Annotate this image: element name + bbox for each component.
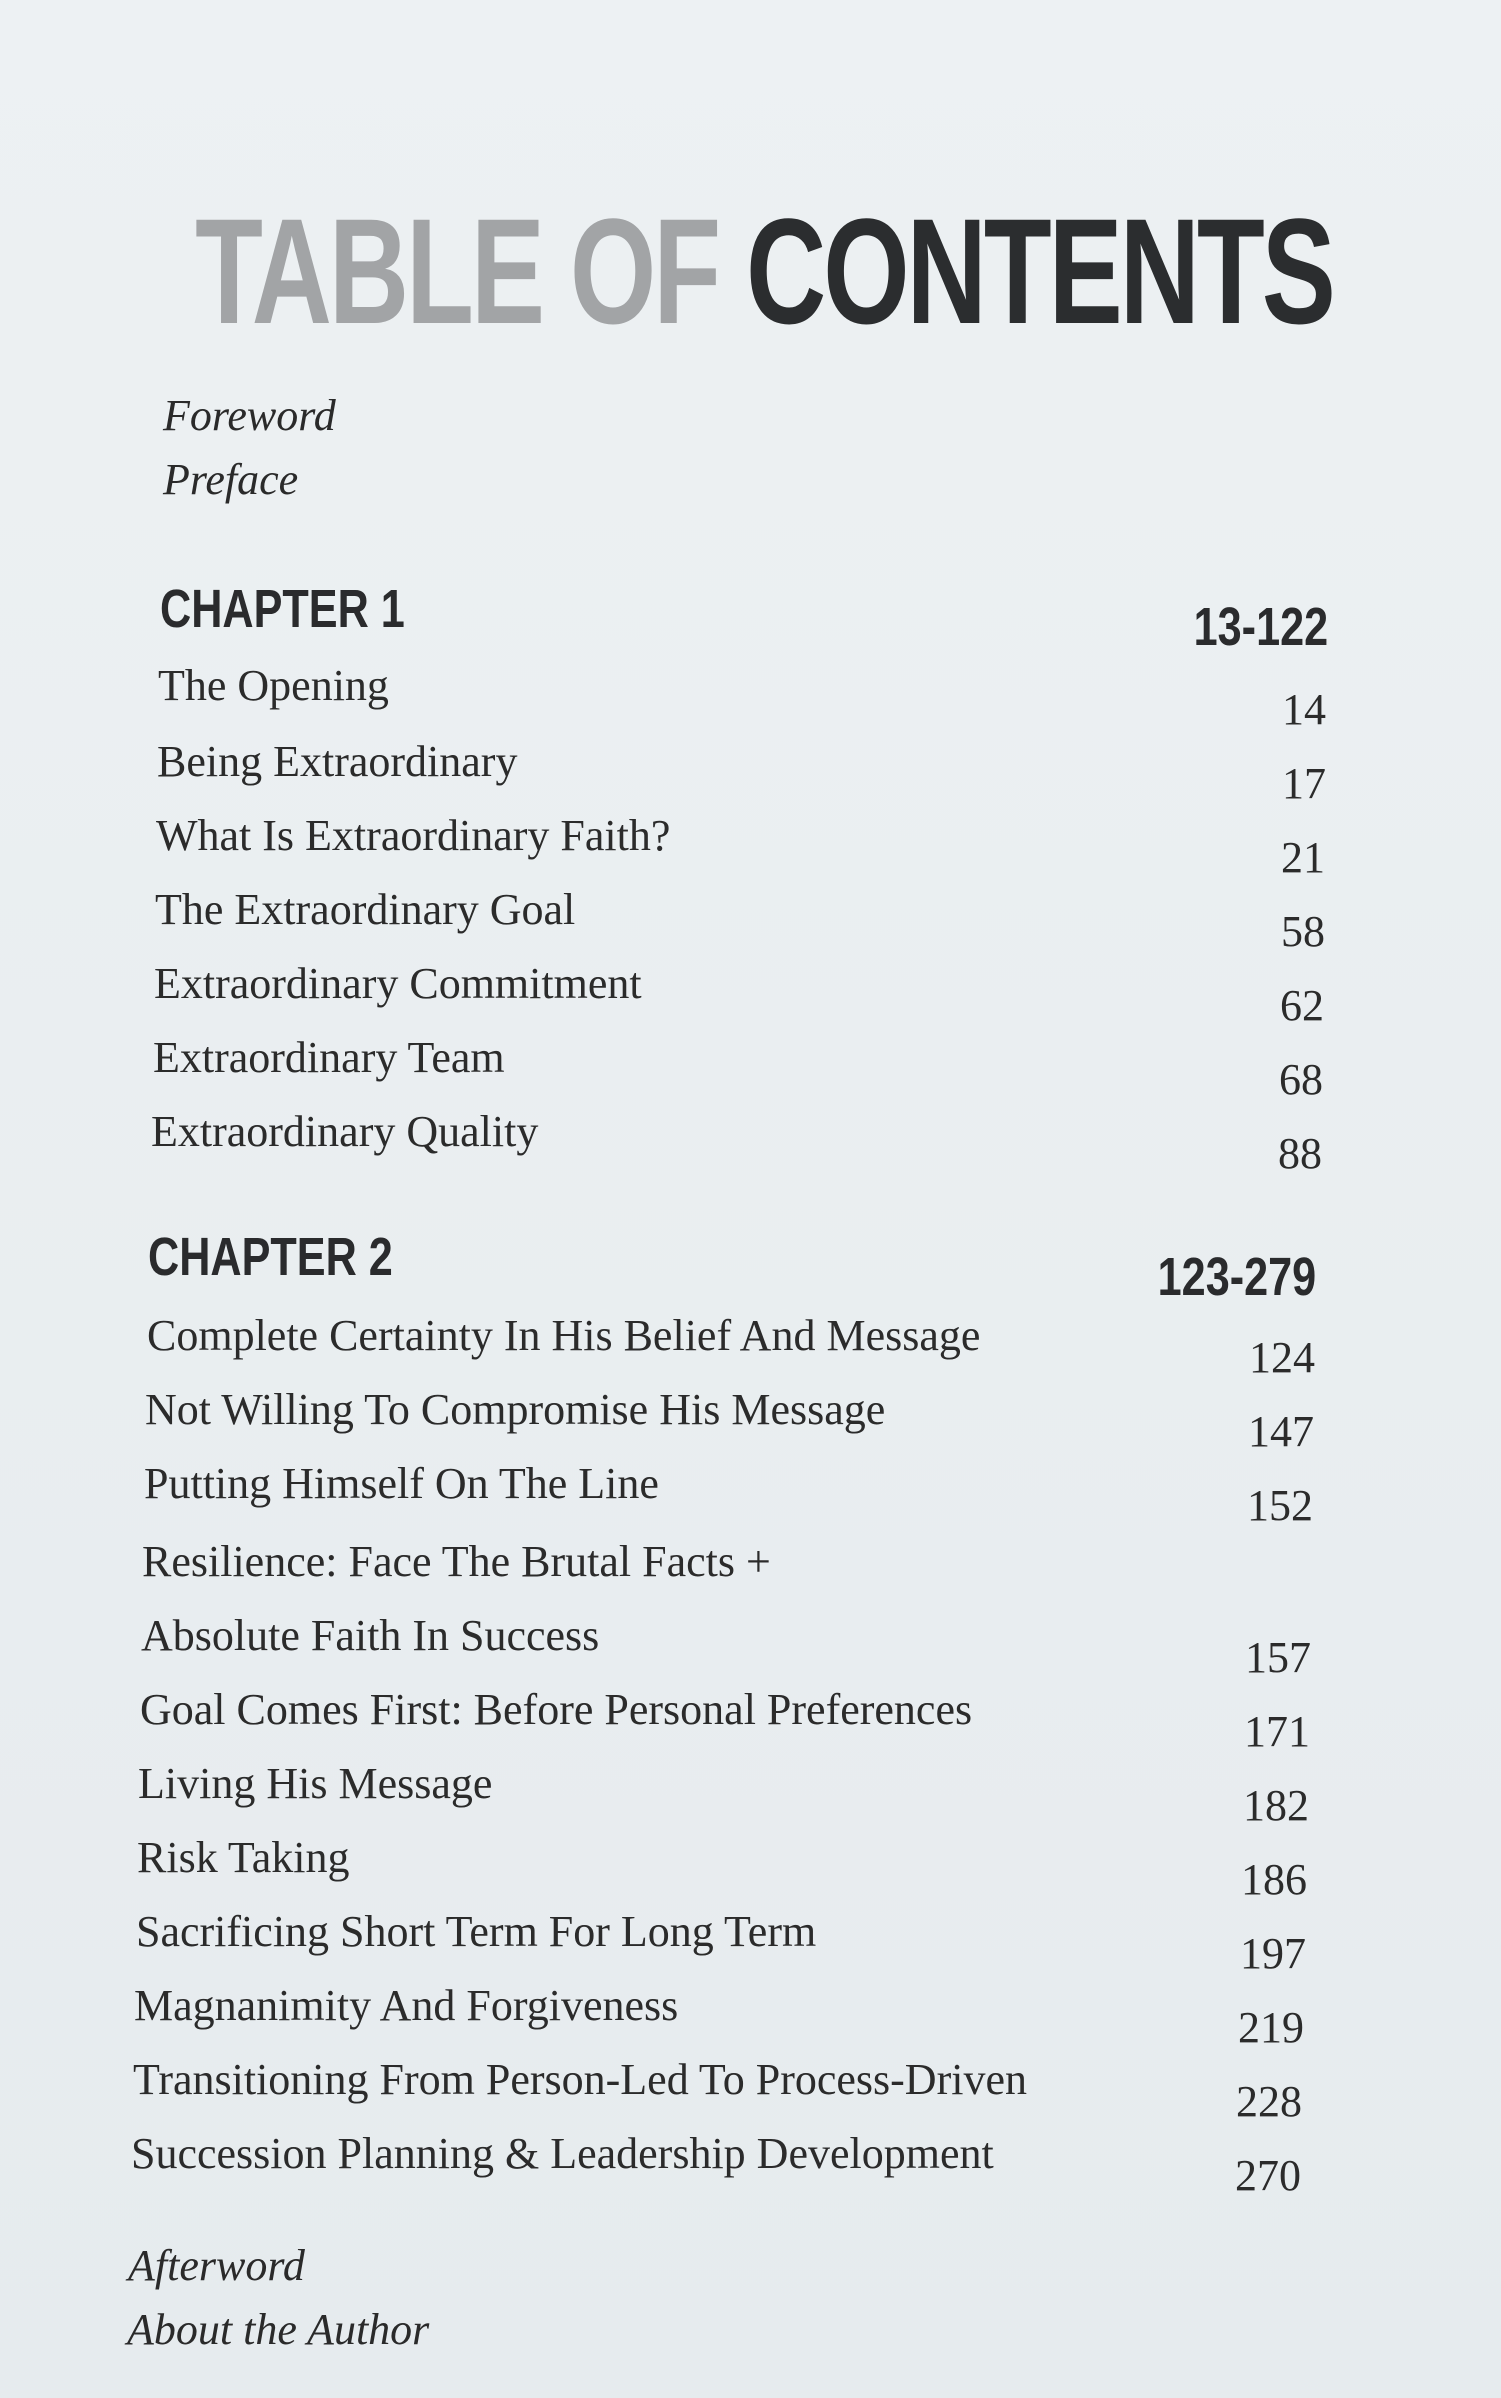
- toc-entry-title: The Extraordinary Goal: [155, 885, 576, 934]
- toc-entry-page: 58: [1281, 907, 1325, 956]
- front-matter-foreword: Foreword: [163, 391, 336, 440]
- chapter-2-range: 123-279: [1157, 1247, 1316, 1307]
- toc-entry-page: 182: [1243, 1781, 1309, 1830]
- toc-entry-title: Being Extraordinary: [157, 737, 518, 786]
- toc-entry-page: 152: [1247, 1481, 1313, 1530]
- toc-entry-title: Succession Planning & Leadership Development: [131, 2129, 994, 2178]
- toc-entry-title: Absolute Faith In Success: [141, 1611, 600, 1660]
- front-matter-preface: Preface: [163, 455, 299, 504]
- chapter-1-heading: CHAPTER 1: [160, 579, 405, 639]
- chapter-2-heading: CHAPTER 2: [148, 1227, 393, 1287]
- toc-entry-page: 186: [1241, 1855, 1307, 1904]
- toc-entry-page: 62: [1280, 981, 1324, 1030]
- title-part-light: TABLE OF: [195, 187, 719, 355]
- back-matter-afterword: Afterword: [128, 2241, 305, 2290]
- toc-entry-title: Transitioning From Person-Led To Process-Driven: [133, 2055, 1027, 2104]
- toc-entry-title: Extraordinary Quality: [151, 1107, 539, 1156]
- toc-entry-title: Not Willing To Compromise His Message: [145, 1385, 886, 1434]
- toc-entry-page: 147: [1248, 1407, 1314, 1456]
- toc-entry-title: Complete Certainty In His Belief And Message: [147, 1311, 981, 1360]
- toc-entry-page: 219: [1238, 2003, 1304, 2052]
- title-part-dark: CONTENTS: [746, 187, 1333, 355]
- toc-entry-title: Extraordinary Commitment: [154, 959, 642, 1008]
- toc-entry-title: Living His Message: [138, 1759, 493, 1808]
- toc-entry-title: The Opening: [158, 661, 389, 710]
- toc-entry-page: 171: [1244, 1707, 1310, 1756]
- toc-entry-page: 21: [1281, 833, 1325, 882]
- toc-entry-title: Resilience: Face The Brutal Facts +: [142, 1537, 771, 1586]
- toc-entry-title: Sacrificing Short Term For Long Term: [136, 1907, 817, 1956]
- toc-entry-title: Extraordinary Team: [153, 1033, 505, 1082]
- toc-entry-page: 68: [1279, 1055, 1323, 1104]
- toc-entry-page: 270: [1235, 2151, 1301, 2200]
- toc-entry-page: 197: [1240, 1929, 1306, 1978]
- toc-entry-title: Putting Himself On The Line: [144, 1459, 659, 1508]
- page-title: [195, 187, 1333, 355]
- toc-entry-page: 14: [1282, 685, 1326, 734]
- toc-entry-page: 17: [1282, 759, 1326, 808]
- toc-entry-page: 124: [1249, 1333, 1315, 1382]
- toc-entry-page: 228: [1236, 2077, 1302, 2126]
- toc-entry-title: Goal Comes First: Before Personal Preferences: [140, 1685, 973, 1734]
- toc-entry-page: 157: [1245, 1633, 1311, 1682]
- toc-entry-title: Risk Taking: [137, 1833, 350, 1882]
- toc-entry-page: 88: [1278, 1129, 1322, 1178]
- back-matter-about-author: About the Author: [127, 2305, 430, 2354]
- toc-entry-title: What Is Extraordinary Faith?: [156, 811, 671, 860]
- toc-entry-title: Magnanimity And Forgiveness: [134, 1981, 679, 2030]
- chapter-1-range: 13-122: [1193, 597, 1328, 657]
